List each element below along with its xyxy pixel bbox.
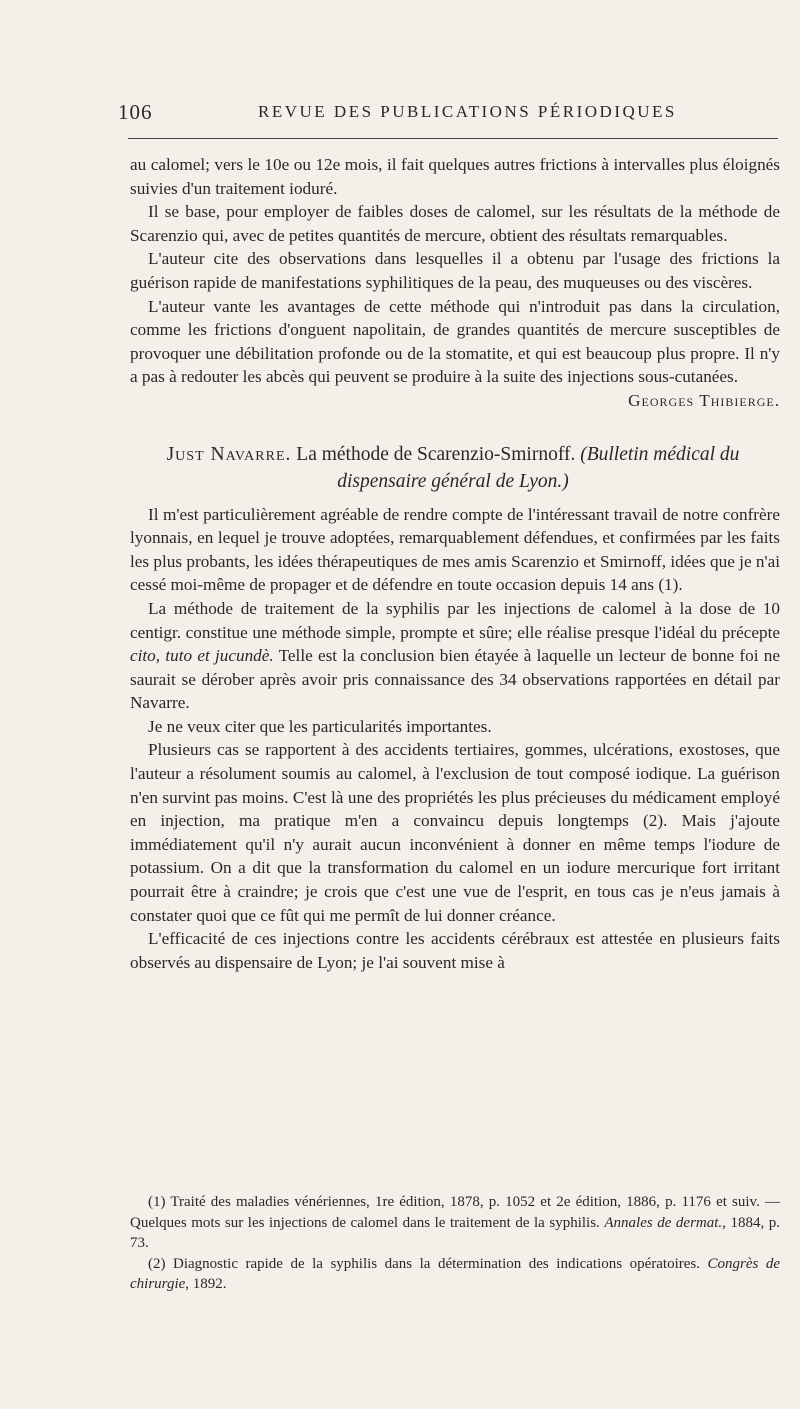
- paragraph: Il m'est particulièrement agréable de rendre compte de l'intéressant travail de notre confrère lyonnais, en lequel je trouve adoptées, remarquablement défendues, et confirmées par les faits les plus probants, les idées thérapeutiques de mes amis Scarenzio et Smirnoff, idées que je n'ai cessé moi-même de propager et de défendre en toute occasion depuis 14 ans (1).: [130, 504, 780, 595]
- article-author: Just Navarre.: [166, 443, 292, 465]
- article-title: La méthode de Scarenzio-Smirnoff.: [296, 443, 576, 465]
- paragraph: L'auteur cite des observations dans lesquelles il a obtenu par l'usage des frictions la guérison rapide de manifestations syphilitiques de la peau, des muqueuses ou des viscères.: [130, 249, 780, 292]
- latin-precept: cito, tuto et jucundè.: [130, 646, 274, 666]
- header-rule: [128, 138, 778, 139]
- paragraph: [130, 597, 780, 715]
- paragraph: L'auteur vante les avantages de cette méthode qui n'introduit pas dans la circulation, comme les frictions d'onguent napolitain, de grandes quantités de mercure susceptibles de provoquer une débilitation profonde ou de la stomatite, et qui est beaucoup plus propre. Il n'y a pas à redouter les abcès qui peuvent se produire à la suite des injections sous-cutanées.: [130, 296, 780, 387]
- paragraph: au calomel; vers le 10e ou 12e mois, il fait quelques autres frictions à intervalles plus éloignés suivies d'un traitement ioduré.: [130, 155, 780, 198]
- paragraph: L'efficacité de ces injections contre les accidents cérébraux est attestée en plusieurs faits observés au dispensaire de Lyon; je l'ai souvent mise à: [130, 929, 780, 972]
- footnote-journal: Annales de dermat.: [604, 1214, 723, 1231]
- footnote-text: (2) Diagnostic rapide de la syphilis dans la détermination des indications opératoires.: [148, 1255, 708, 1272]
- paragraph-text: La méthode de traitement de la syphilis par les injections de calomel à la dose de 10 centigr. constitue une méthode simple, prompte et sûre; elle réalise presque l'idéal du précepte: [130, 598, 780, 642]
- footnote-2: [130, 1254, 780, 1295]
- footnote-text: , 1892.: [185, 1276, 227, 1292]
- paragraph: Je ne veux citer que les particularités importantes.: [148, 716, 492, 736]
- article-heading: [126, 441, 780, 495]
- running-title: REVUE DES PUBLICATIONS PÉRIODIQUES: [258, 102, 677, 121]
- footnote-journal: Congrès de chirurgie: [130, 1255, 780, 1292]
- footnotes: [130, 1192, 780, 1295]
- footnote-text: , 1884, p. 73.: [130, 1214, 781, 1251]
- paragraph: Plusieurs cas se rapportent à des accidents tertiaires, gommes, ulcérations, exostoses, que l'auteur a résolument soumis au calomel, à l'exclusion de tout composé iodique. La guérison n'en survint pas moins. C'est là une des propriétés les plus précieuses du médicament employé en injection, ma pratique m'en a convaincu depuis longtemps (2). Mais j'ajoute immédiatement qu'il n'y aurait aucun inconvénient à donner en même temps l'iodure de potassium. On a dit que la transformation du calomel en un iodure mercurique fort irritant pourrait être à craindre; je crois que c'est une vue de l'esprit, en tous cas je n'eus jamais à constater quoi que ce fût qui me permît de lui donner créance.: [130, 740, 780, 925]
- paragraph: Il se base, pour employer de faibles doses de calomel, sur les résultats de la méthode de Scarenzio qui, avec de petites quantités de mercure, obtient des résultats remarquables.: [130, 202, 780, 245]
- page-number: 106: [118, 100, 153, 124]
- article-source: (Bulletin médical du dispensaire général de Lyon.): [337, 443, 740, 492]
- signature: Georges Thibierge.: [628, 390, 780, 410]
- footnote-1: [130, 1192, 780, 1254]
- footnote-text: (1) Traité des maladies vénériennes, 1re édition, 1878, p. 1052 et 2e édition, 1886, p. 1176 et suiv. — Quelques mots sur les injections de calomel dans le traitement de la syphilis.: [130, 1194, 780, 1231]
- paragraph-text: Telle est la conclusion bien étayée à laquelle un lecteur de bonne foi ne saurait se dérober après avoir pris connaissance des 34 observations rapportées en détail par Navarre.: [130, 646, 780, 713]
- main-text: [130, 153, 780, 974]
